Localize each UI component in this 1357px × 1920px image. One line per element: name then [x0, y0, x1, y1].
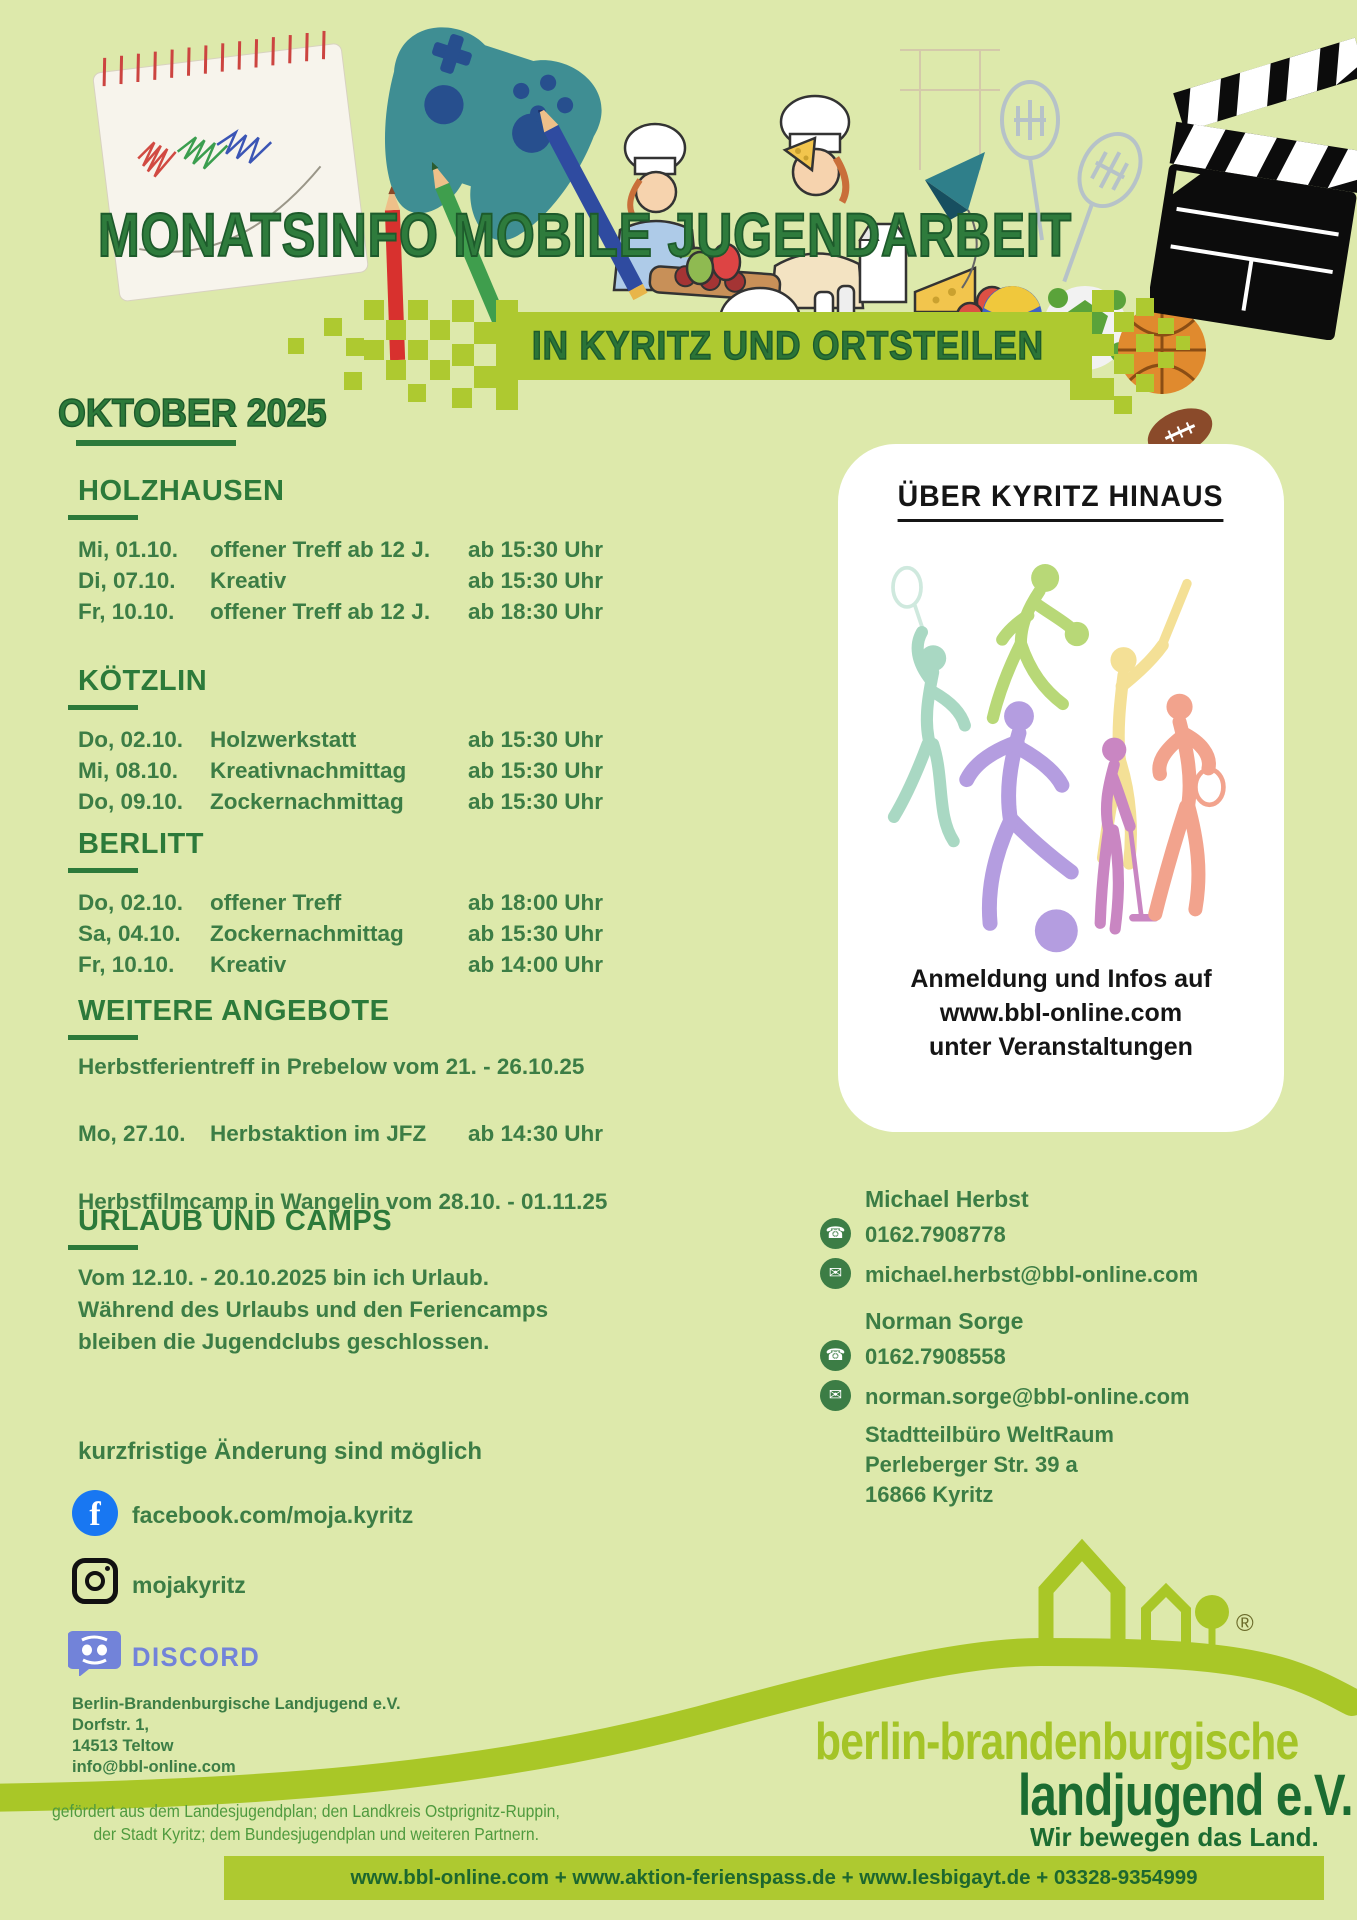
card-info-text: [838, 962, 1284, 1064]
schedule-row: [62, 786, 603, 817]
office-street: Perleberger Str. 39 a: [865, 1452, 1078, 1477]
section-underline: [68, 1245, 138, 1250]
schedule-row: [62, 918, 603, 949]
schedule-row: [62, 887, 603, 918]
month-heading: OKTOBER 2025: [58, 392, 327, 435]
subtitle-banner: [505, 312, 1071, 380]
schedule-row: [62, 724, 603, 755]
footer-links-bar: [224, 1856, 1324, 1900]
offer-line: Herbstfilmcamp in Wangelin vom 28.10. - 01.11.25: [78, 1189, 608, 1214]
row-activity: Zockernachmittag: [210, 921, 404, 946]
org-name: Berlin-Brandenburgische Landjugend e.V.: [72, 1695, 401, 1713]
row-time: ab 18:30 Uhr: [468, 599, 604, 624]
row-date: Do, 09.10.: [78, 789, 184, 814]
row-activity: offener Treff ab 12 J.: [210, 599, 431, 624]
mail-icon: ✉: [820, 1258, 851, 1289]
row-date: Fr, 10.10.: [78, 952, 175, 977]
funding-note: [52, 1800, 560, 1846]
row-date: Do, 02.10.: [78, 727, 184, 752]
section-heading: HOLZHAUSEN: [78, 475, 285, 507]
row-date: Mi, 08.10.: [78, 758, 179, 783]
logo-tagline: Wir bewegen das Land.: [1030, 1822, 1319, 1852]
row-date: Mi, 01.10.: [78, 537, 179, 562]
row-date: Do, 02.10.: [78, 890, 184, 915]
contact-email[interactable]: michael.herbst@bbl-online.com: [865, 1262, 1199, 1287]
contact-phone[interactable]: 0162.7908558: [865, 1344, 1006, 1369]
section-berlitt: [62, 828, 603, 980]
card-info-line: unter Veranstaltungen: [929, 1033, 1193, 1061]
row-time: ab 14:30 Uhr: [468, 1121, 604, 1146]
office-city: 16866 Kyritz: [865, 1482, 994, 1507]
contact-email[interactable]: norman.sorge@bbl-online.com: [865, 1384, 1190, 1409]
org-email[interactable]: info@bbl-online.com: [72, 1758, 236, 1776]
card-info-line: Anmeldung und Infos auf: [910, 965, 1212, 993]
mail-icon: ✉: [820, 1380, 851, 1411]
section-underline: [68, 515, 138, 520]
org-city: 14513 Teltow: [72, 1737, 174, 1755]
row-activity: Herbstaktion im JFZ: [210, 1121, 427, 1146]
phone-icon: ☎: [820, 1340, 851, 1371]
row-activity: Kreativ: [210, 568, 287, 593]
facebook-icon[interactable]: f: [72, 1490, 118, 1536]
row-date: Sa, 04.10.: [78, 921, 181, 946]
instagram-handle[interactable]: mojakyritz: [132, 1572, 246, 1598]
schedule-row: [62, 1118, 607, 1149]
logo-berlin-brandenburgische: berlin-brandenburgische: [815, 1713, 1299, 1771]
schedule-row: [62, 534, 603, 565]
row-time: ab 14:00 Uhr: [468, 952, 604, 977]
row-activity: Kreativnachmittag: [210, 758, 407, 783]
instagram-dot: [105, 1566, 110, 1571]
section-weitere-angebote: [62, 995, 607, 1215]
logo-landjugend: landjugend e.V.: [1018, 1763, 1353, 1828]
discord-link[interactable]: DISCORD: [132, 1642, 261, 1672]
office-address-block: [865, 1420, 1114, 1510]
change-note: kurzfristige Änderung sind möglich: [78, 1438, 483, 1465]
contact-name: Norman Sorge: [865, 1308, 1024, 1334]
page-title: MONATSINFO MOBILE JUGENDARBEIT: [98, 201, 1073, 269]
ueber-kyritz-card: [838, 444, 1284, 1132]
row-time: ab 15:30 Uhr: [468, 921, 604, 946]
contact-name: Michael Herbst: [865, 1186, 1029, 1212]
section-holzhausen: [62, 475, 603, 627]
row-date: Fr, 10.10.: [78, 599, 175, 624]
section-heading: WEITERE ANGEBOTE: [78, 995, 390, 1027]
row-time: ab 15:30 Uhr: [468, 568, 604, 593]
row-activity: Kreativ: [210, 952, 287, 977]
offer-line: Herbstferientreff in Prebelow vom 21. - 26.10.25: [78, 1054, 585, 1079]
facebook-link[interactable]: facebook.com/moja.kyritz: [132, 1502, 414, 1528]
section-underline: [68, 1035, 138, 1040]
instagram-lens: [85, 1571, 105, 1591]
registered-mark: ®: [1236, 1610, 1254, 1637]
row-time: ab 15:30 Uhr: [468, 758, 604, 783]
card-info-line[interactable]: www.bbl-online.com: [939, 999, 1183, 1027]
row-date: Di, 07.10.: [78, 568, 176, 593]
section-heading: BERLITT: [78, 828, 204, 860]
row-activity: offener Treff ab 12 J.: [210, 537, 431, 562]
schedule-row: [62, 755, 603, 786]
org-street: Dorfstr. 1,: [72, 1716, 150, 1734]
section-heading: URLAUB UND CAMPS: [78, 1205, 393, 1237]
page-subtitle: IN KYRITZ UND ORTSTEILEN: [532, 323, 1044, 368]
office-name: Stadtteilbüro WeltRaum: [865, 1422, 1114, 1447]
sports-silhouettes-illustration: [866, 550, 1256, 970]
schedule-row: [62, 596, 603, 627]
footer-links-text[interactable]: www.bbl-online.com + www.aktion-ferienspass.de + www.lesbigayt.de + 03328-9354999: [350, 1866, 1198, 1889]
contact-phone[interactable]: 0162.7908778: [865, 1222, 1006, 1247]
month-underline: [76, 440, 236, 446]
urlaub-line: bleiben die Jugendclubs geschlossen.: [78, 1329, 490, 1354]
urlaub-line: Vom 12.10. - 20.10.2025 bin ich Urlaub.: [78, 1265, 490, 1290]
section-underline: [68, 705, 138, 710]
section-heading: KÖTZLIN: [78, 665, 208, 697]
card-title: ÜBER KYRITZ HINAUS: [898, 480, 1224, 522]
discord-icon[interactable]: [68, 1628, 122, 1676]
row-time: ab 15:30 Uhr: [468, 537, 604, 562]
section-underline: [68, 868, 138, 873]
row-time: ab 18:00 Uhr: [468, 890, 604, 915]
row-activity: Zockernachmittag: [210, 789, 404, 814]
phone-icon: ☎: [820, 1218, 851, 1249]
org-address-block: [72, 1694, 401, 1778]
funding-line: gefördert aus dem Landesjugendplan; den Landkreis Ostprignitz-Ruppin,: [52, 1801, 560, 1821]
urlaub-line: Während des Urlaubs und den Feriencamps: [78, 1297, 549, 1322]
row-time: ab 15:30 Uhr: [468, 727, 604, 752]
schedule-row: [62, 949, 603, 980]
section-urlaub-camps: [62, 1205, 548, 1358]
funding-line: der Stadt Kyritz; dem Bundesjugendplan und weiteren Partnern.: [93, 1824, 540, 1844]
section-koetzlin: [62, 665, 603, 817]
schedule-row: [62, 565, 603, 596]
pixel-decoration-right: [1070, 288, 1200, 418]
instagram-icon[interactable]: [72, 1558, 118, 1604]
row-activity: Holzwerkstatt: [210, 727, 357, 752]
row-date: Mo, 27.10.: [78, 1121, 186, 1146]
row-time: ab 15:30 Uhr: [468, 789, 604, 814]
row-activity: offener Treff: [210, 890, 342, 915]
